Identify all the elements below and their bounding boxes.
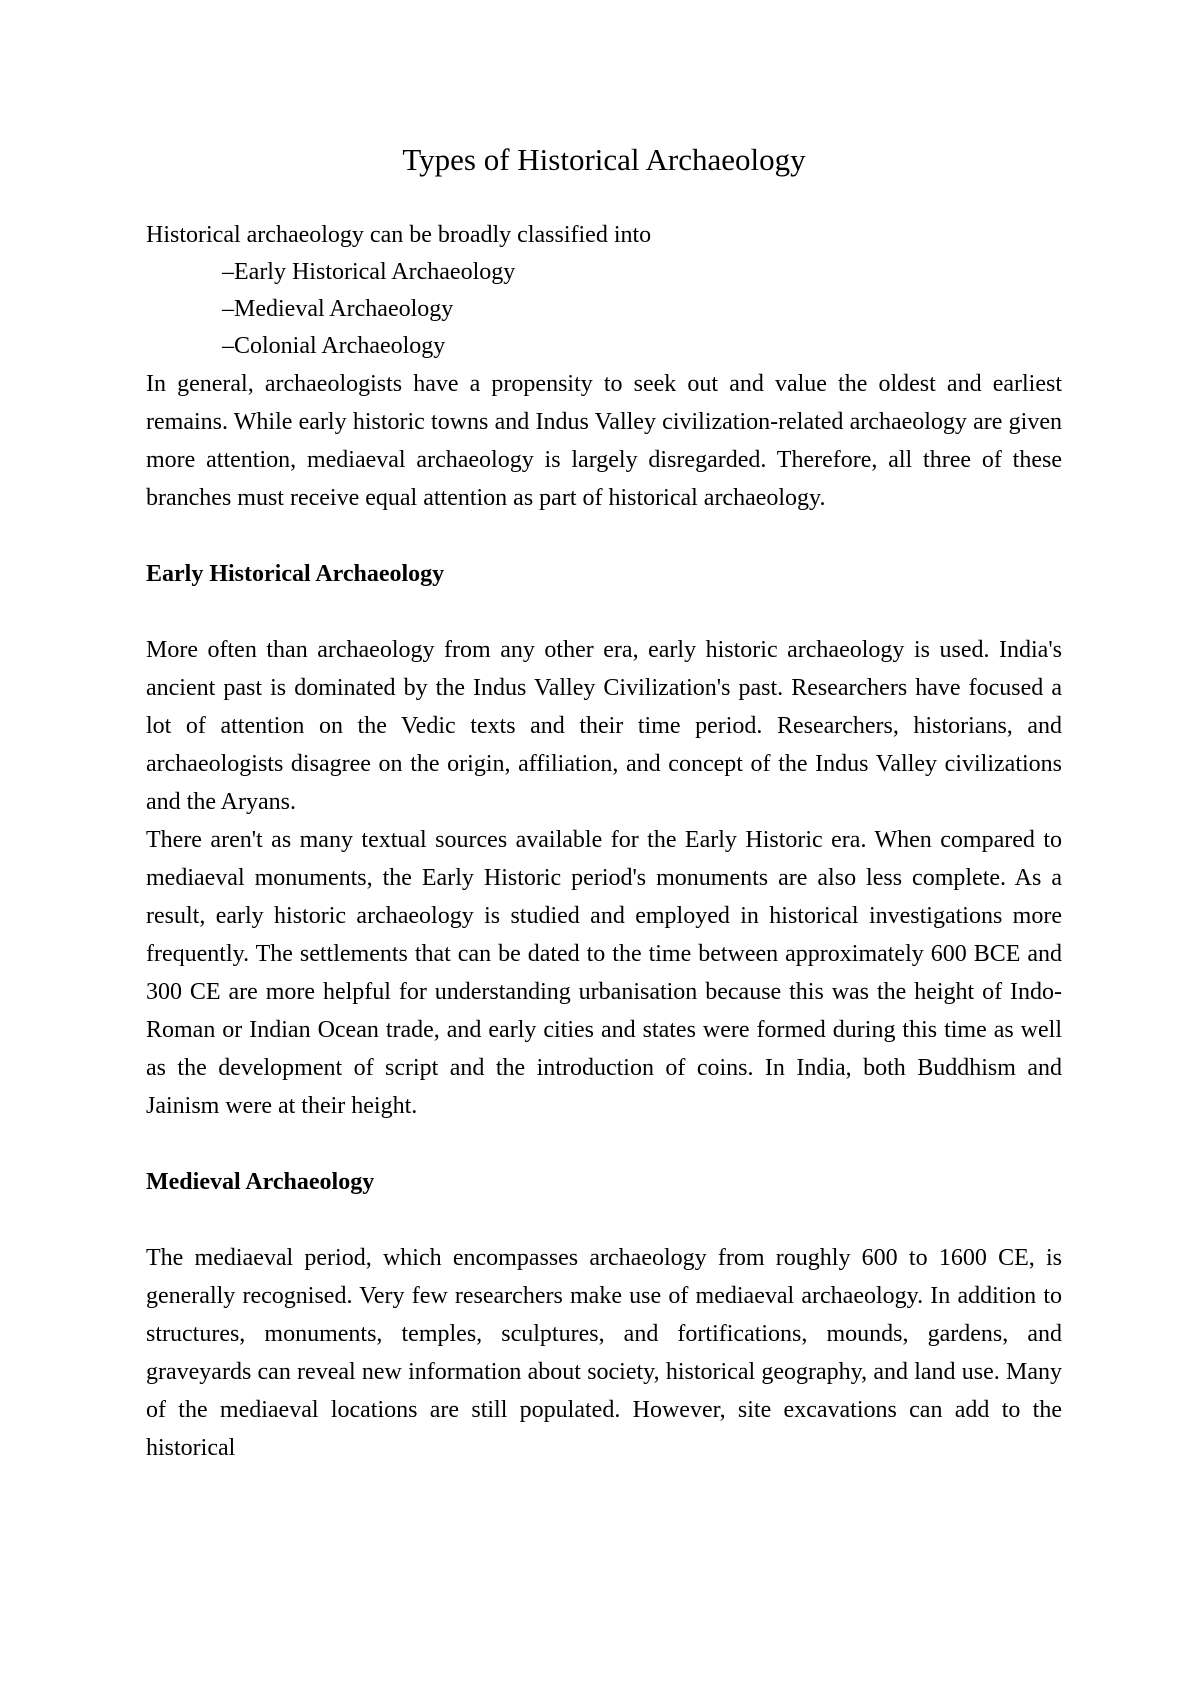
spacer [146, 1125, 1062, 1163]
spacer [146, 1201, 1062, 1239]
page-title: Types of Historical Archaeology [402, 142, 806, 177]
section-heading-medieval: Medieval Archaeology [146, 1169, 375, 1195]
list-item: –Colonial Archaeology [222, 333, 446, 359]
section-heading-early: Early Historical Archaeology [146, 561, 445, 587]
list-item: –Early Historical Archaeology [222, 259, 516, 285]
document-body [146, 140, 1062, 1467]
intro-line: Historical archaeology can be broadly classified into [146, 222, 652, 248]
spacer [146, 593, 1062, 631]
spacer [146, 517, 1062, 555]
intro-paragraph: In general, archaeologists have a propensity to seek out and value the oldest and earliest remains. While early historic towns and Indus Valley civilization-related archaeology are given more attention, mediaeval archaeology is largely disregarded. Therefore, all three of these branches must receive equal attention as part of historical archaeology. [146, 371, 1062, 511]
paragraph: More often than archaeology from any other era, early historic archaeology is used. India's ancient past is dominated by the Indus Valley Civilization's past. Researchers have focused a lot of attention on the Vedic texts and their time period. Researchers, historians, and archaeologists disagree on the origin, affiliation, and concept of the Indus Valley civilizations and the Aryans. [146, 637, 1062, 815]
paragraph: There aren't as many textual sources available for the Early Historic era. When compared to mediaeval monuments, the Early Historic period's monuments are also less complete. As a result, early historic archaeology is studied and employed in historical investigations more frequently. The settlements that can be dated to the time between approximately 600 BCE and 300 CE are more helpful for understanding urbanisation because this was the height of Indo-Roman or Indian Ocean trade, and early cities and states were formed during this time as well as the development of script and the introduction of coins. In India, both Buddhism and Jainism were at their height. [146, 827, 1062, 1119]
list-item: –Medieval Archaeology [222, 296, 454, 322]
paragraph: The mediaeval period, which encompasses archaeology from roughly 600 to 1600 CE, is generally recognised. Very few researchers make use of mediaeval archaeology. In addition to structures, monuments, temples, sculptures, and fortifications, mounds, gardens, and graveyards can reveal new information about society, historical geography, and land use. Many of the mediaeval locations are still populated. However, site excavations can add to the historical [146, 1245, 1062, 1461]
